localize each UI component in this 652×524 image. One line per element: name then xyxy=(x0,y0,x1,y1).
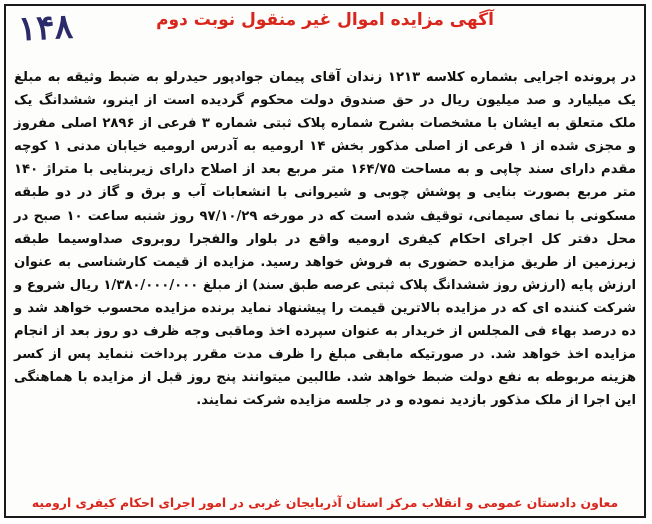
notice-frame xyxy=(4,4,646,518)
handwritten-number: ۱۴۸ xyxy=(16,6,74,50)
notice-signature: معاون دادستان عمومی و انقلاب مرکز استان آذربایجان غربی در امور اجرای احکام کیفری ارومیه xyxy=(31,495,619,510)
notice-body: در پرونده اجرایی بشماره کلاسه ۱۲۱۳ زندان آقای پیمان جوادپور حیدرلو به ضبط وثیقه به مبلغ یک میلیارد و صد میلیون ریال در حق صندوق دولت محکوم گردیده است از اینرو، ششدانگ یک ملک متعلق به ایشان با مشخصات بشرح شماره پلاک ثبتی شماره ۳ فرعی از ۲۸۹۶ اصلی مفروز و مجزی شده از ۱ فرعی از اصلی مذکور بخش ۱۴ ارومیه به آدرس ارومیه خیابان مدنی ۱ کوچه مقدم دارای سند چاپی و به مساحت ۱۶۴/۷۵ متر مربع بعد از اصلاح دارای زیربنایی با متراژ ۱۴۰ متر مربع بصورت بنایی و پوشش چوبی و شیروانی با انشعابات آب و برق و گاز در دو طبقه مسکونی با نمای سیمانی، توقیف شده است که در مورخه ۹۷/۱۰/۲۹ روز شنبه ساعت ۱۰ صبح در محل دفتر کل اجرای احکام کیفری ارومیه واقع در بلوار والفجرا روبروی صداوسیما طبقه زیرزمین از طریق مزایده حضوری به فروش خواهد رسید. مزایده از قیمت کارشناسی به عنوان ارزش پایه (ارزش روز ششدانگ پلاک ثبتی عرصه طبق سند) از مبلغ ۱/۳۸۰/۰۰۰/۰۰۰ ریال شروع و شرکت کننده ای که در مزایده بالاترین قیمت را پیشنهاد نماید برنده مزایده محسوب خواهد شد و ده درصد بهاء فی المجلس از خریدار به عنوان سپرده اخذ وماقبی وجه ظرف دو روز بعد از انجام مزایده اخذ خواهد شد. در صورتیکه مابقی مبلغ را ظرف مدت مقرر پرداخت ننماید پس از کسر هزینه مربوطه به نفع دولت ضبط خواهد شد. طالبین میتوانند پنج روز قبل از مزایده با هماهنگی این اجرا از ملک مذکور بازدید نموده و در جلسه مزایده شرکت نمایند. xyxy=(14,70,637,409)
notice-title: آگهی مزایده اموال غیر منقول نوبت دوم xyxy=(156,10,494,30)
